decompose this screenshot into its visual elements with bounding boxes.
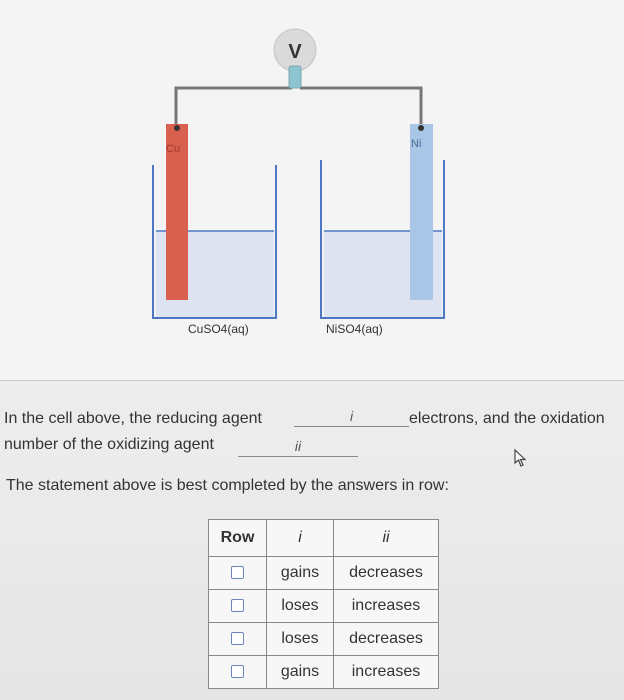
row-select-cell[interactable] — [209, 557, 267, 590]
row-ii-value: decreases — [334, 557, 439, 590]
instruction-text: The statement above is best completed by the answers in row: — [6, 477, 449, 494]
table-row — [209, 656, 439, 689]
table-header-row — [209, 520, 439, 557]
right-wire — [300, 88, 421, 130]
row-ii-value: increases — [334, 590, 439, 623]
row-ii-value: decreases — [334, 623, 439, 656]
voltmeter-label: V — [288, 41, 302, 63]
row-i-value: gains — [267, 557, 334, 590]
question-part-2: electrons, and the oxidation — [409, 410, 605, 427]
nickel-electrode-label: Ni — [411, 138, 422, 150]
row-i-value: loses — [267, 590, 334, 623]
table-row — [209, 623, 439, 656]
row-4-checkbox[interactable] — [231, 665, 244, 678]
question-part-1: In the cell above, the reducing agent — [4, 410, 262, 427]
header-row: Row — [209, 520, 267, 557]
row-3-checkbox[interactable] — [231, 632, 244, 645]
table-row — [209, 557, 439, 590]
question-part-3: number of the oxidizing agent — [4, 436, 214, 453]
row-i-value: loses — [267, 623, 334, 656]
blank-ii: ii — [238, 436, 358, 457]
copper-electrode-label: Cu — [166, 143, 181, 155]
left-solution-label: CuSO4(aq) — [188, 322, 249, 336]
row-i-value: gains — [267, 656, 334, 689]
mouse-cursor-icon — [512, 448, 530, 468]
table-row — [209, 590, 439, 623]
right-solution-label: NiSO4(aq) — [326, 322, 383, 336]
row-select-cell[interactable] — [209, 623, 267, 656]
answer-table — [208, 519, 439, 689]
nickel-electrode — [410, 124, 433, 300]
left-wire — [176, 88, 292, 130]
row-2-checkbox[interactable] — [231, 599, 244, 612]
header-i: i — [267, 520, 334, 557]
row-select-cell[interactable] — [209, 590, 267, 623]
row-select-cell[interactable] — [209, 656, 267, 689]
row-ii-value: increases — [334, 656, 439, 689]
blank-i: i — [294, 406, 409, 427]
row-1-checkbox[interactable] — [231, 566, 244, 579]
header-ii: ii — [334, 520, 439, 557]
voltmeter-icon — [274, 29, 316, 88]
question-line-1 — [4, 406, 622, 432]
